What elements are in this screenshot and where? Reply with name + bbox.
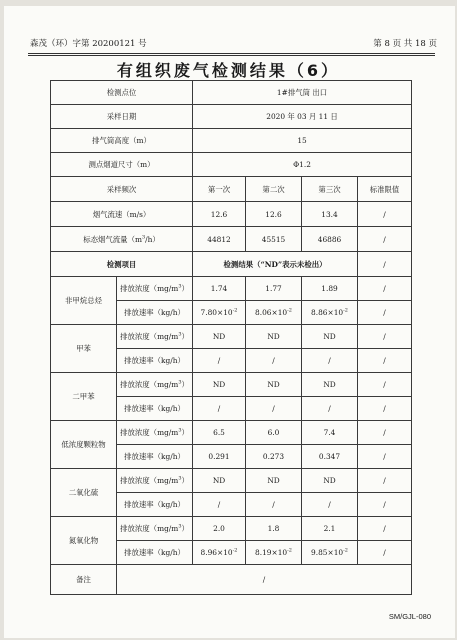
concentration-label: 排放浓度$(mg/m^3)$ [117, 277, 193, 301]
value-3: 13.4 [302, 202, 358, 227]
value-3: / [302, 397, 358, 421]
info-value: 2020 年 03 月 11 日 [193, 105, 412, 129]
report-header [30, 36, 437, 52]
limit-cell: / [358, 202, 412, 227]
table-row [51, 177, 412, 202]
table-row [51, 252, 412, 277]
limit-cell: / [358, 493, 412, 517]
concentration-label: 排放浓度$(mg/m^3)$ [117, 517, 193, 541]
value-3: 1.89 [302, 277, 358, 301]
frequency-1: 第一次 [193, 177, 246, 202]
page-title: 有组织废气检测结果（6） [116, 61, 341, 80]
value-1: 6.5 [193, 421, 246, 445]
value-2: 6.0 [246, 421, 302, 445]
table-row [51, 105, 412, 129]
value-2: 1.77 [246, 277, 302, 301]
value-1: 44812 [193, 227, 246, 252]
value-2: ND [246, 325, 302, 349]
flow-label: 标态烟气流量$(m^3/h)$ [51, 227, 193, 252]
value-1: 0.291 [193, 445, 246, 469]
info-value: Φ1.2 [193, 153, 412, 177]
value-1: ND [193, 325, 246, 349]
value-1: ND [193, 373, 246, 397]
value-2: 0.273 [246, 445, 302, 469]
value-3: 7.4 [302, 421, 358, 445]
value-2: 12.6 [246, 202, 302, 227]
limit-cell: / [358, 349, 412, 373]
table-row [51, 153, 412, 177]
form-code: SM/GJL-080 [388, 612, 431, 621]
value-3: ND [302, 469, 358, 493]
limit-cell: / [358, 421, 412, 445]
value-1: / [193, 493, 246, 517]
rate-label: 排放速率（kg/h） [117, 349, 193, 373]
pollutant-name: 非甲烷总烃 [51, 277, 117, 325]
frequency-2: 第二次 [246, 177, 302, 202]
item-header: 检测项目 [51, 252, 193, 277]
limit-cell: / [358, 469, 412, 493]
limit-cell: / [358, 301, 412, 325]
concentration-label: 排放浓度$(mg/m^3)$ [117, 325, 193, 349]
rate-label: 排放速率（kg/h） [117, 541, 193, 565]
concentration-label: 排放浓度$(mg/m^3)$ [117, 469, 193, 493]
info-label: 排气筒高度（m） [51, 129, 193, 153]
value-3: $8.86\times 10^{-2}$ [302, 301, 358, 325]
value-2: 1.8 [246, 517, 302, 541]
table-row [51, 469, 412, 493]
table-row [51, 421, 412, 445]
value-2: / [246, 397, 302, 421]
value-3: 46886 [302, 227, 358, 252]
value-3: 2.1 [302, 517, 358, 541]
rate-label: 排放速率（kg/h） [117, 397, 193, 421]
table-row [51, 565, 412, 595]
limit-cell: / [358, 541, 412, 565]
value-1: ND [193, 469, 246, 493]
standard-limit-header: 标准限值 [358, 177, 412, 202]
table-row [51, 227, 412, 252]
info-label: 检测点位 [51, 81, 193, 105]
info-label: 测点烟道尺寸（m） [51, 153, 193, 177]
value-2: / [246, 493, 302, 517]
table-row [51, 373, 412, 397]
table-row [51, 325, 412, 349]
table-row [51, 129, 412, 153]
value-2: ND [246, 469, 302, 493]
rate-label: 排放速率（kg/h） [117, 445, 193, 469]
value-2: / [246, 349, 302, 373]
value-3: / [302, 493, 358, 517]
rate-label: 排放速率（kg/h） [117, 301, 193, 325]
limit-cell: / [358, 227, 412, 252]
limit-cell: / [358, 517, 412, 541]
value-1: / [193, 397, 246, 421]
limit-cell: / [358, 445, 412, 469]
page-number: 第 8 页 共 18 页 [373, 39, 437, 49]
limit-cell: / [358, 252, 412, 277]
value-1: 1.74 [193, 277, 246, 301]
limit-cell: / [358, 277, 412, 301]
limit-cell: / [358, 325, 412, 349]
table-row [51, 81, 412, 105]
concentration-label: 排放浓度$(mg/m^3)$ [117, 373, 193, 397]
pollutant-name: 甲苯 [51, 325, 117, 373]
table-row [51, 517, 412, 541]
value-2: 45515 [246, 227, 302, 252]
frequency-3: 第三次 [302, 177, 358, 202]
value-1: / [193, 349, 246, 373]
value-2: $8.19\times 10^{-2}$ [246, 541, 302, 565]
remark-label: 备注 [51, 565, 117, 595]
value-2: ND [246, 373, 302, 397]
value-2: $8.06\times 10^{-2}$ [246, 301, 302, 325]
value-1: 12.6 [193, 202, 246, 227]
pollutant-name: 低浓度颗粒物 [51, 421, 117, 469]
limit-cell: / [358, 397, 412, 421]
frequency-label: 采样频次 [51, 177, 193, 202]
value-1: 2.0 [193, 517, 246, 541]
pollutant-name: 二甲苯 [51, 373, 117, 421]
table-row [51, 277, 412, 301]
value-3: ND [302, 325, 358, 349]
info-value: 15 [193, 129, 412, 153]
flow-label: 烟气流速（m/s） [51, 202, 193, 227]
document-number: 森茂（环）字第 20200121 号 [30, 39, 147, 49]
header-rule [28, 53, 435, 54]
value-3: / [302, 349, 358, 373]
pollutant-name: 二氧化硫 [51, 469, 117, 517]
value-3: 0.347 [302, 445, 358, 469]
value-1: $7.80\times 10^{-2}$ [193, 301, 246, 325]
info-label: 采样日期 [51, 105, 193, 129]
results-table [50, 80, 412, 595]
result-note: 检测结果（“ND”表示未检出） [193, 252, 358, 277]
value-3: ND [302, 373, 358, 397]
table-row [51, 202, 412, 227]
pollutant-name: 氮氧化物 [51, 517, 117, 565]
value-3: $9.85\times 10^{-2}$ [302, 541, 358, 565]
header-rule-thin [28, 55, 435, 56]
info-value: 1#排气筒 出口 [193, 81, 412, 105]
value-1: $8.96\times 10^{-2}$ [193, 541, 246, 565]
rate-label: 排放速率（kg/h） [117, 493, 193, 517]
remark-value: / [117, 565, 412, 595]
concentration-label: 排放浓度$(mg/m^3)$ [117, 421, 193, 445]
limit-cell: / [358, 373, 412, 397]
